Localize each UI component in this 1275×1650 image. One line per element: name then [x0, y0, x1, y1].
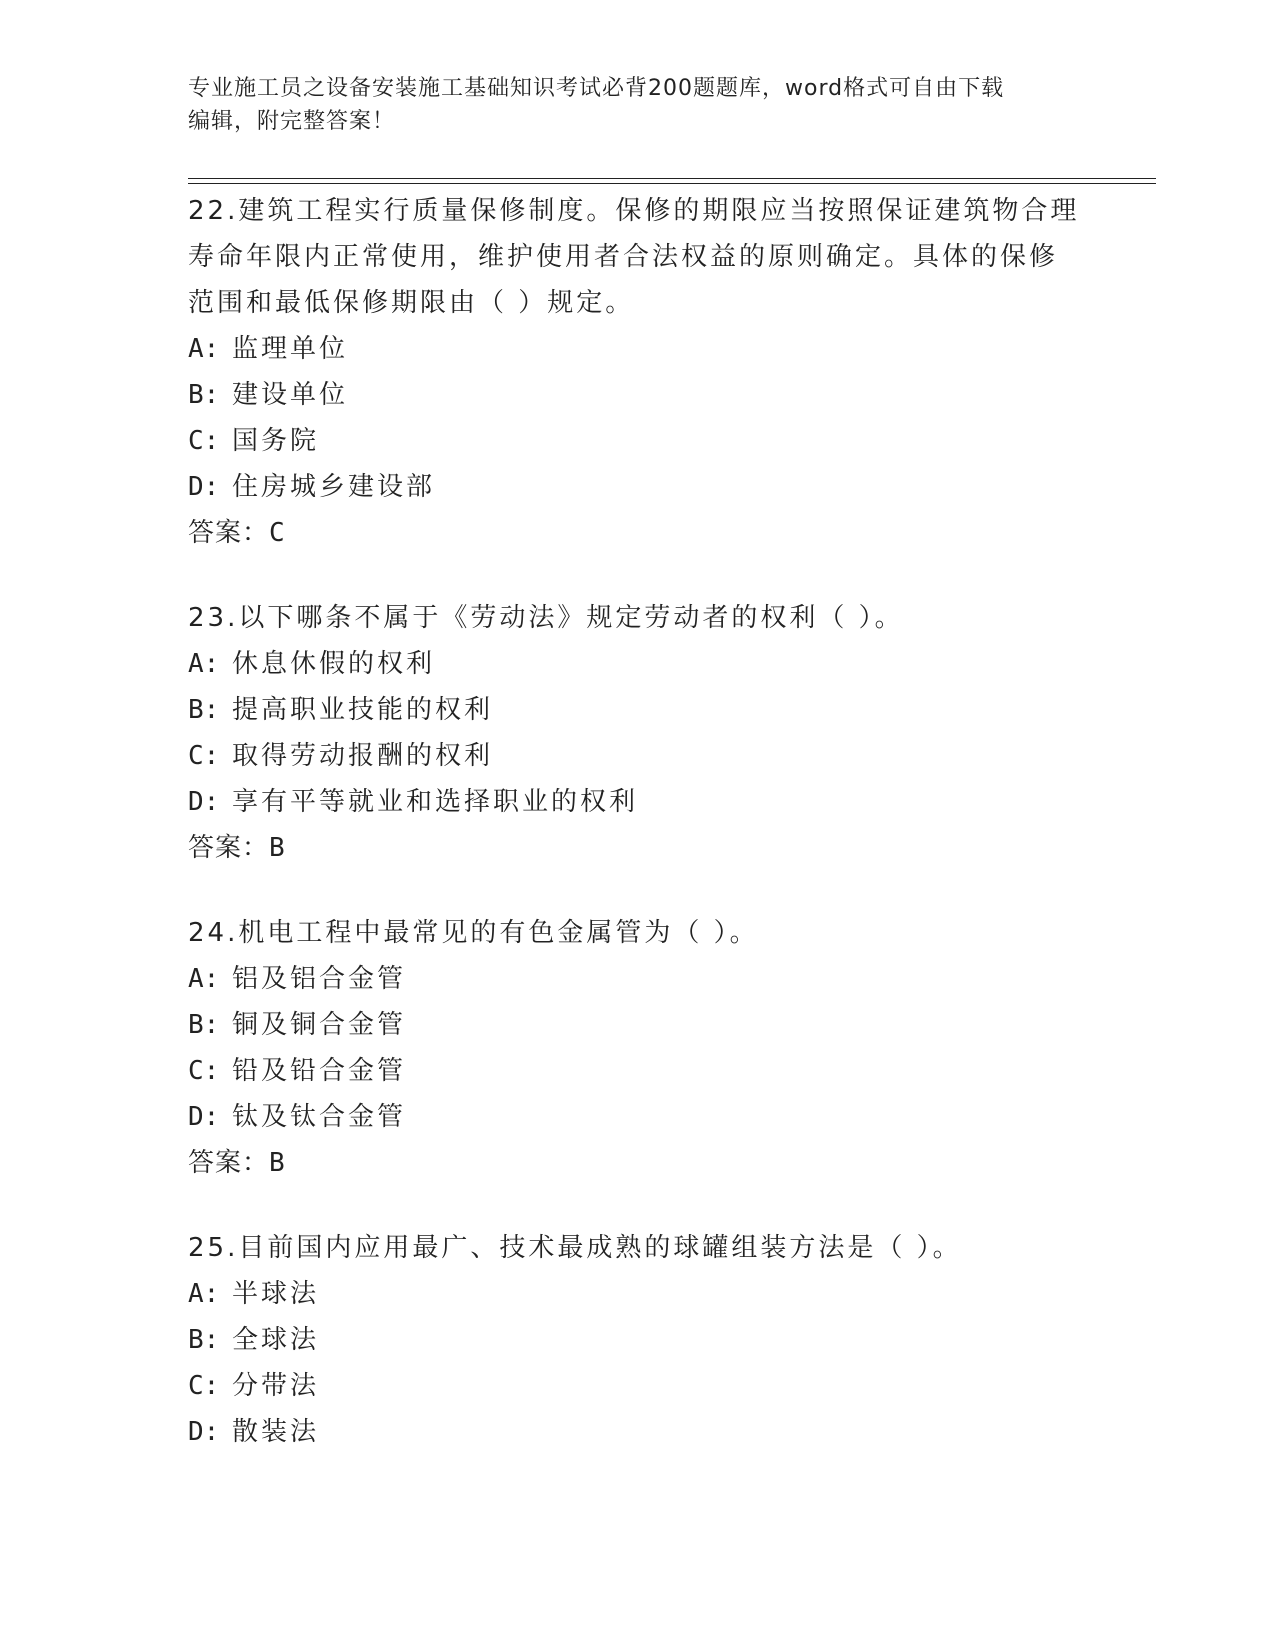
option-a: [188, 956, 1148, 1002]
option-text: 监理单位: [232, 334, 349, 364]
option-a: [188, 326, 1148, 372]
option-c: [188, 733, 1148, 779]
option-b: [188, 372, 1148, 418]
option-d: [188, 1094, 1148, 1140]
option-key: B:: [188, 1325, 220, 1355]
option-b: [188, 687, 1148, 733]
question-text-line: 寿命年限内正常使用，维护使用者合法权益的原则确定。具体的保修: [188, 242, 1059, 272]
option-key: A:: [188, 334, 220, 364]
header-divider-bottom: [188, 183, 1156, 184]
option-key: C:: [188, 741, 220, 771]
option-key: D:: [188, 1102, 220, 1132]
option-key: C:: [188, 426, 220, 456]
question-25: [188, 1225, 1148, 1455]
answer-line: [188, 1140, 1148, 1186]
answer-line: [188, 825, 1148, 871]
option-a: [188, 641, 1148, 687]
answer-value: C: [269, 518, 286, 548]
option-text: 铅及铅合金管: [232, 1056, 407, 1086]
option-text: 住房城乡建设部: [232, 472, 436, 502]
header-divider-top: [188, 178, 1156, 179]
option-key: C:: [188, 1371, 220, 1401]
answer-label: 答案：: [188, 518, 270, 548]
option-key: D:: [188, 1417, 220, 1447]
option-b: [188, 1317, 1148, 1363]
answer-value: B: [269, 1148, 286, 1178]
option-text: 半球法: [232, 1279, 320, 1309]
header-title-line-2: 编辑，附完整答案！: [188, 109, 396, 134]
option-key: B:: [188, 1010, 220, 1040]
answer-label: 答案：: [188, 833, 270, 863]
option-text: 散装法: [232, 1417, 320, 1447]
option-text: 提高职业技能的权利: [232, 695, 494, 725]
option-text: 享有平等就业和选择职业的权利: [232, 787, 639, 817]
option-text: 休息休假的权利: [232, 649, 436, 679]
option-a: [188, 1271, 1148, 1317]
option-key: B:: [188, 695, 220, 725]
option-key: C:: [188, 1056, 220, 1086]
question-text-line: 24.机电工程中最常见的有色金属管为（ ）。: [188, 918, 759, 948]
option-key: A:: [188, 649, 220, 679]
answer-value: B: [269, 833, 286, 863]
option-d: [188, 1409, 1148, 1455]
option-text: 全球法: [232, 1325, 320, 1355]
answer-label: 答案：: [188, 1148, 270, 1178]
question-text-line: 25.目前国内应用最广、技术最成熟的球罐组装方法是（ ）。: [188, 1233, 962, 1263]
option-text: 国务院: [232, 426, 320, 456]
question-text-line: 23.以下哪条不属于《劳动法》规定劳动者的权利（ ）。: [188, 603, 904, 633]
option-key: B:: [188, 380, 220, 410]
option-c: [188, 418, 1148, 464]
question-22: [188, 188, 1148, 556]
question-23: [188, 595, 1148, 871]
option-c: [188, 1363, 1148, 1409]
option-key: D:: [188, 472, 220, 502]
header-title-line-1: 专业施工员之设备安装施工基础知识考试必背200题题库，word格式可自由下载: [188, 76, 1005, 101]
option-key: D:: [188, 787, 220, 817]
option-d: [188, 464, 1148, 510]
option-b: [188, 1002, 1148, 1048]
question-list: [188, 188, 1148, 1494]
option-text: 取得劳动报酬的权利: [232, 741, 494, 771]
option-text: 分带法: [232, 1371, 320, 1401]
option-key: A:: [188, 964, 220, 994]
answer-line: [188, 510, 1148, 556]
question-text-line: 22.建筑工程实行质量保修制度。保修的期限应当按照保证建筑物合理: [188, 196, 1080, 226]
question-24: [188, 910, 1148, 1186]
option-text: 铝及铝合金管: [232, 964, 407, 994]
option-text: 钛及钛合金管: [232, 1102, 407, 1132]
option-key: A:: [188, 1279, 220, 1309]
document-header: [188, 72, 1088, 138]
option-c: [188, 1048, 1148, 1094]
option-text: 铜及铜合金管: [232, 1010, 407, 1040]
question-text-line: 范围和最低保修期限由（ ）规定。: [188, 288, 635, 318]
option-text: 建设单位: [232, 380, 349, 410]
option-d: [188, 779, 1148, 825]
